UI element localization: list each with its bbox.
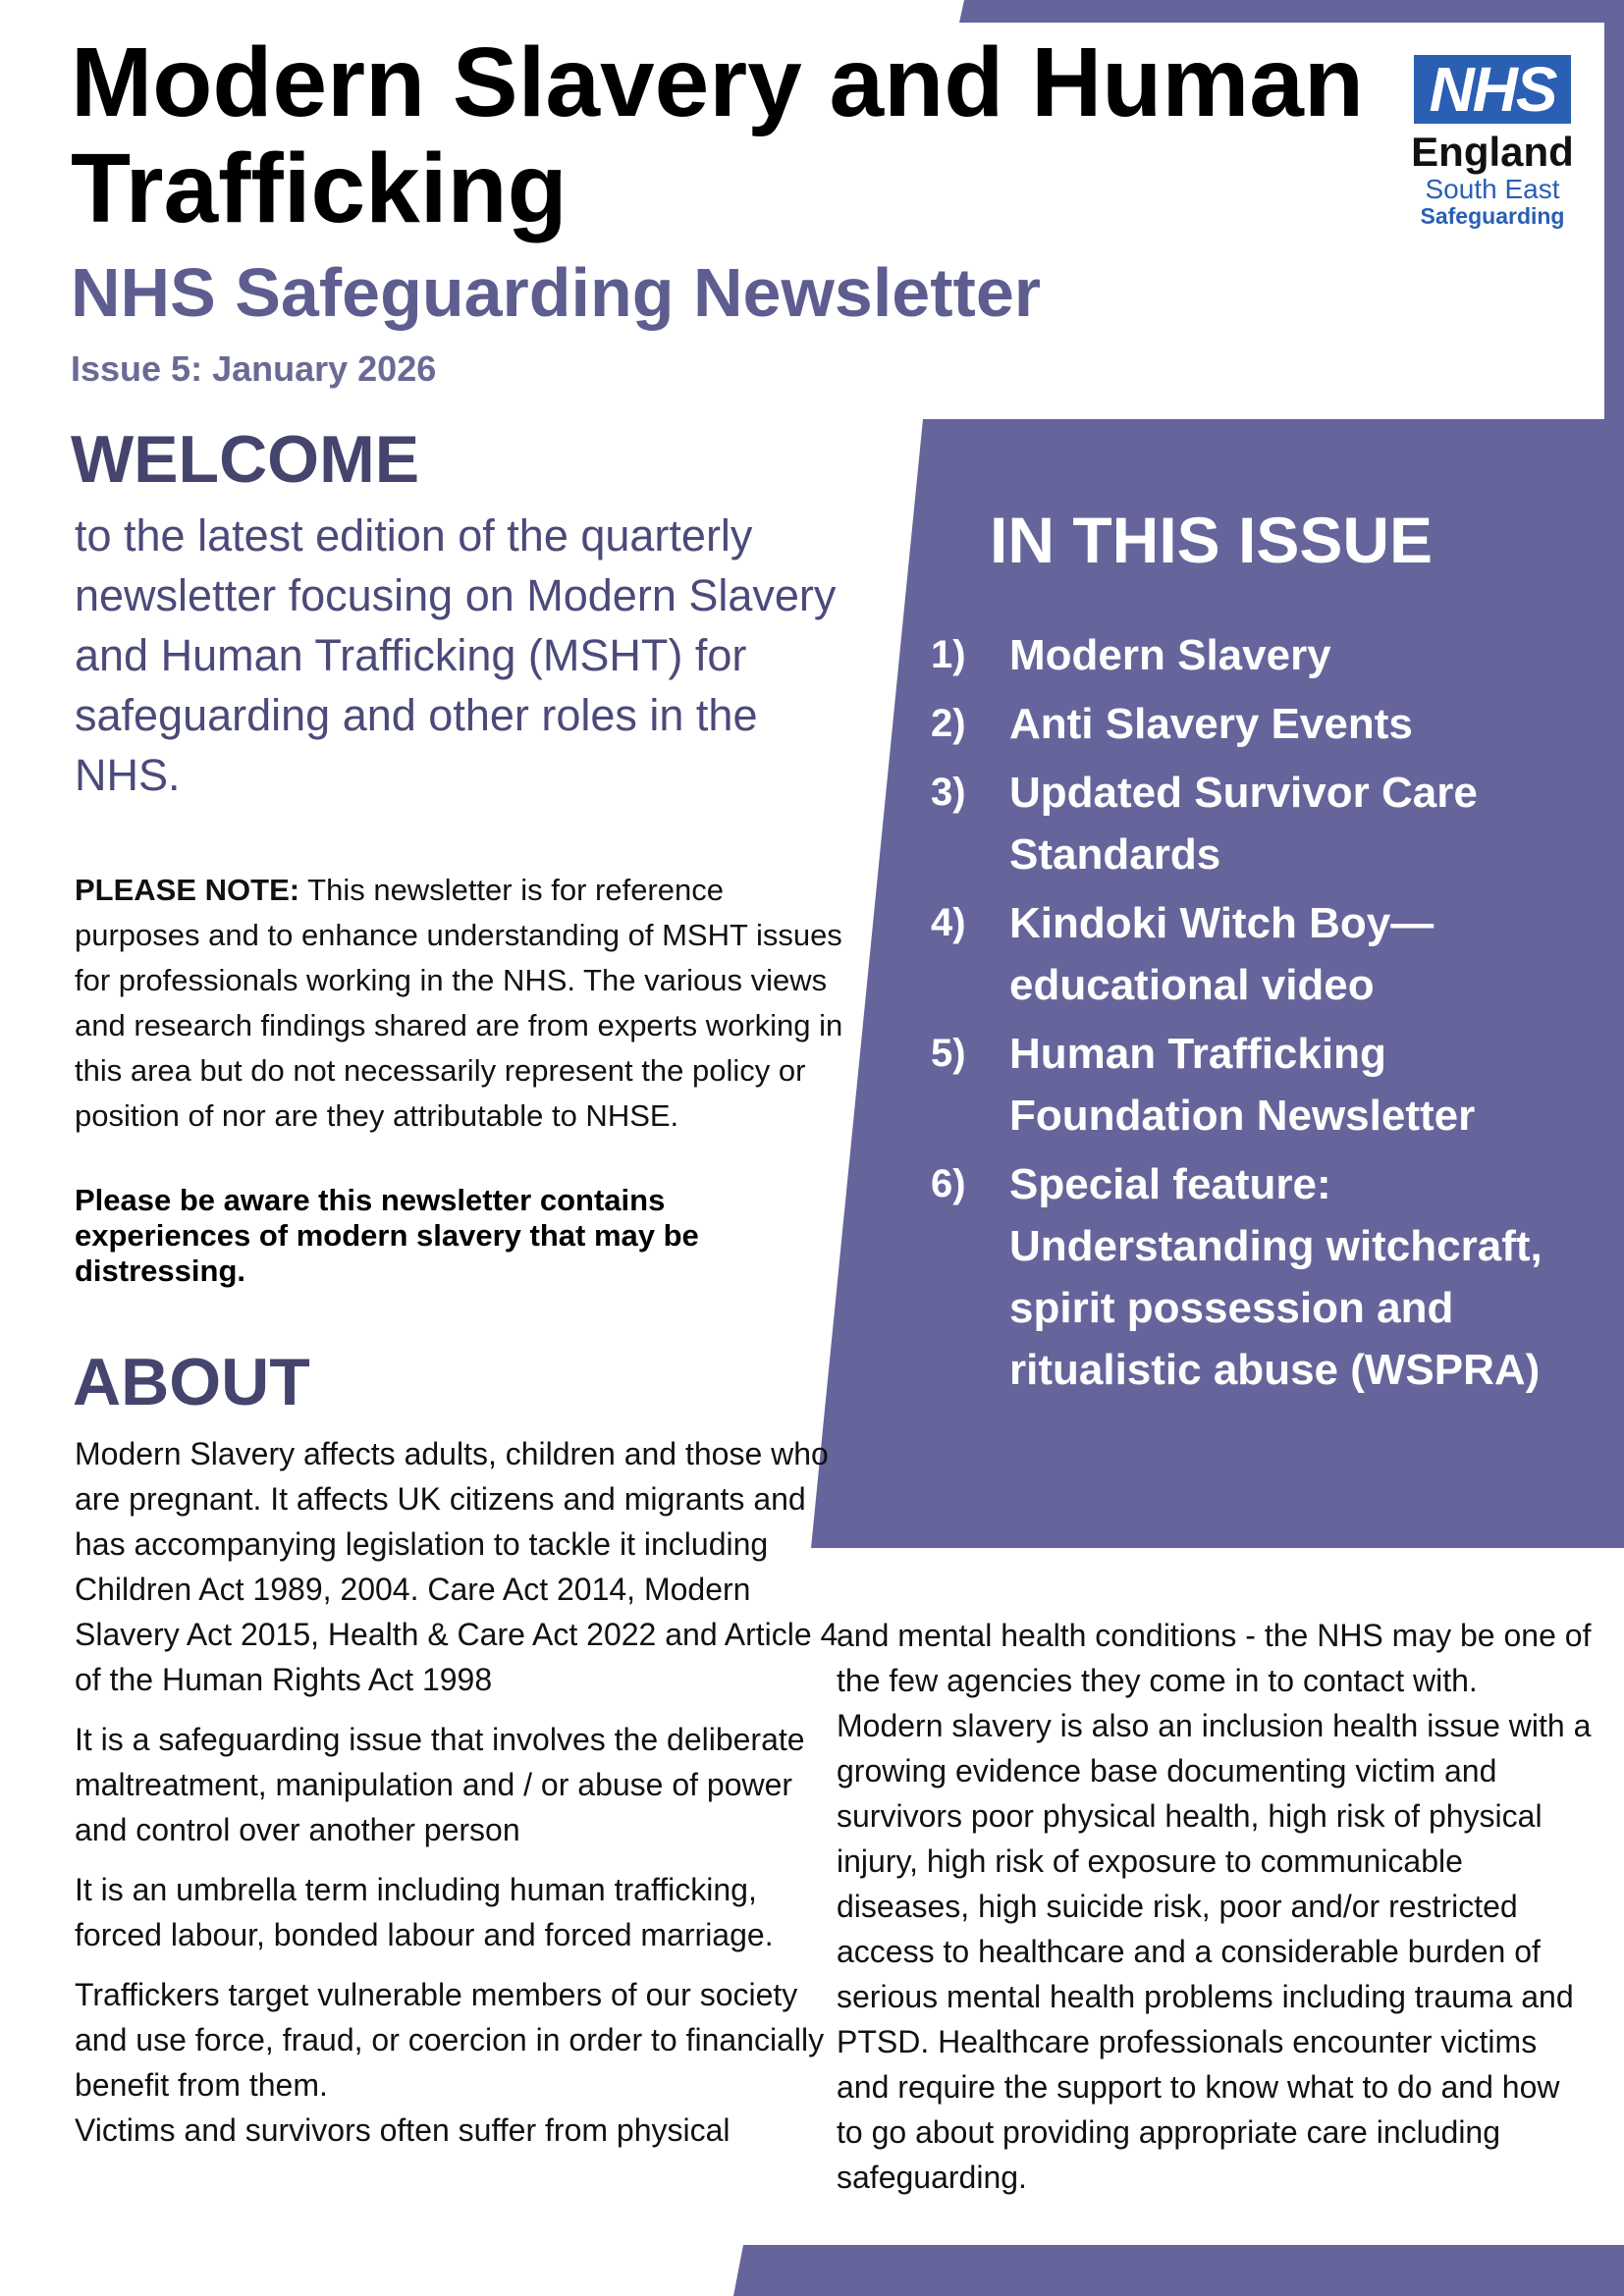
please-note [75,868,850,1139]
toc-item-number: 6) [931,1162,966,1205]
toc-item [931,624,1608,686]
issue-date: Issue 5: January 2026 [71,348,437,389]
toc-item-label: Kindoki Witch Boy—educational video [1009,899,1435,1009]
toc-heading: IN THIS ISSUE [990,504,1434,576]
about-paragraph: Traffickers target vulnerable members of our society and use force, fraud, or coercion in order to financially benefit from them. [75,1977,825,2103]
toc-item-number: 2) [931,702,966,745]
toc-item-number: 5) [931,1032,966,1075]
toc-item-number: 3) [931,771,966,814]
toc-item [931,693,1608,755]
toc-item-label: Special feature: Understanding witchcraft, spirit possession and ritualistic abuse (WSPRA) [1009,1160,1543,1394]
about-heading: ABOUT [73,1345,310,1419]
logo-team: Safeguarding [1420,203,1565,229]
content-warning: Please be aware this newsletter contains experiences of modern slavery that may be distressing. [75,1183,699,1288]
newsletter-subtitle: NHS Safeguarding Newsletter [71,254,1041,331]
toc-item-number: 4) [931,901,966,944]
please-note-label: PLEASE NOTE: [75,873,300,907]
toc-item-number: 1) [931,633,966,676]
toc-item-label: Updated Survivor Care Standards [1009,769,1478,879]
about-paragraph-continued: and mental health conditions - the NHS may be one of the few agencies they come in to contact with. Modern slavery is also an inclusion health issue with a growing evidence base documenting victim and survivors poor physical health, high risk of physical injury, high risk of exposure to communicable diseases, high suicide risk, poor and/or restricted access to healthcare and a considerable burden of serious mental health problems including trauma and PTSD. Healthcare professionals encounter victims and require the support to know what to do and how to go about providing appropriate care including safeguarding. [837,1618,1592,2195]
footer-bar-shape [733,2245,1624,2296]
logo-england: England [1411,129,1574,175]
about-left-column [75,1431,840,2167]
toc-item-label: Modern Slavery [1009,631,1331,679]
logo-region: South East [1425,174,1560,204]
nhs-logo [1406,49,1579,236]
about-right-column [837,1613,1593,2200]
toc-item [931,762,1608,885]
about-paragraph: It is a safeguarding issue that involves the deliberate maltreatment, manipulation and / or abuse of power and control over another person [75,1722,805,1847]
toc-item [931,1023,1608,1147]
welcome-heading: WELCOME [71,422,420,497]
welcome-text: to the latest edition of the quarterly newsletter focusing on Modern Slavery and Human Trafficking (MSHT) for safeguarding and other roles in the NHS. [75,510,837,800]
nhs-wordmark: NHS [1414,55,1571,124]
toc-list [931,624,1608,1408]
please-note-text: This newsletter is for reference purposes and to enhance understanding of MSHT issues for professionals working in the NHS. The various views and research findings shared are from experts working in this area but do not necessarily represent the policy or position of nor are they attributable to NHSE. [75,873,843,1133]
about-paragraph: Victims and survivors often suffer from physical [75,2112,731,2148]
toc-item [931,892,1608,1016]
about-paragraph: It is an umbrella term including human trafficking, forced labour, bonded labour and forced marriage. [75,1872,774,1952]
page-title: Modern Slavery and Human Trafficking [71,27,1364,243]
about-paragraph: Modern Slavery affects adults, children and those who are pregnant. It affects UK citizens and migrants and has accompanying legislation to tackle it including Children Act 1989, 2004. Care Act 2014, Modern Slavery Act 2015, Health & Care Act 2022 and Article 4 of the Human Rights Act 1998 [75,1436,839,1697]
toc-item [931,1153,1608,1401]
toc-item-label: Human Trafficking Foundation Newsletter [1009,1030,1476,1140]
toc-item-label: Anti Slavery Events [1009,700,1413,748]
